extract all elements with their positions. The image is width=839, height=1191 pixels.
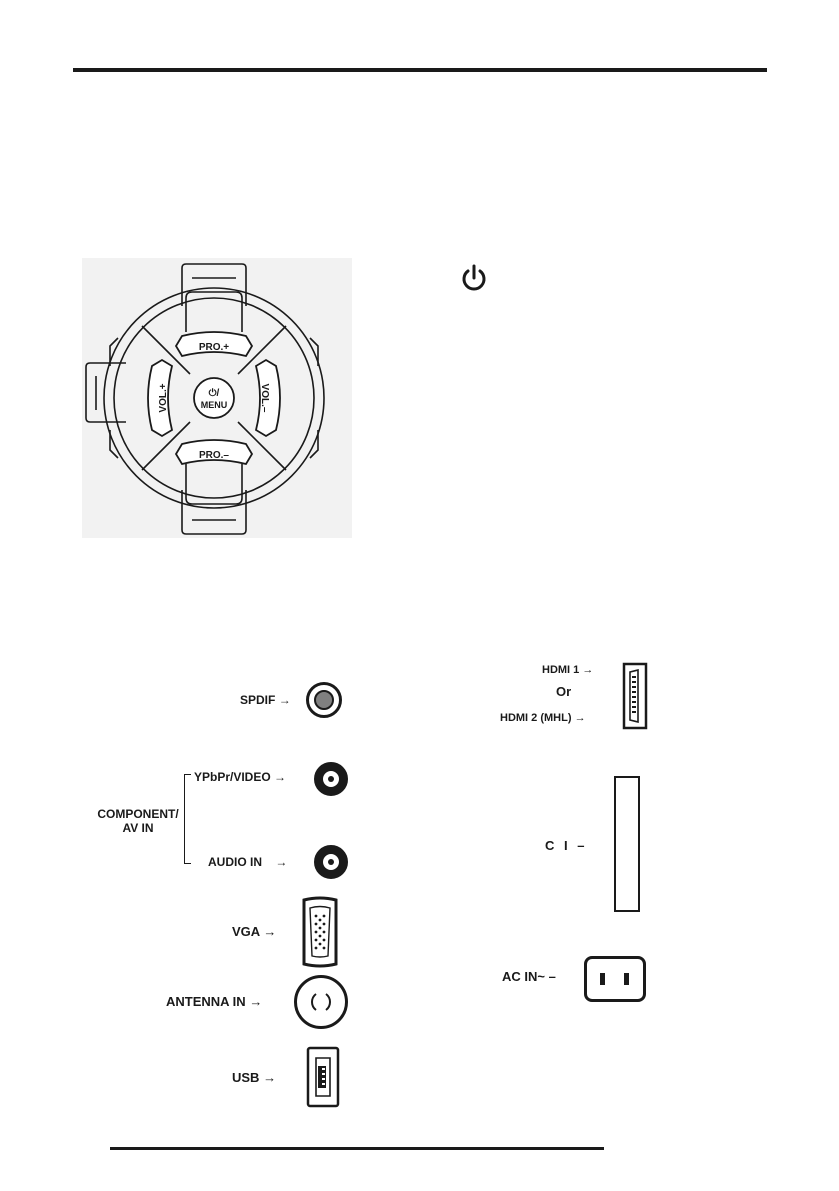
vga-label: VGA →: [232, 924, 277, 939]
center-menu-label: MENU: [200, 400, 228, 410]
pro-minus-label: PRO.–: [198, 450, 230, 461]
hdmi2-mhl-label: HDMI 2 (MHL) →: [500, 712, 586, 724]
or-label: Or: [556, 684, 572, 699]
usb-port: [306, 1046, 340, 1108]
ci-slot: [614, 776, 640, 912]
center-power-glyph: ⏻/: [208, 388, 220, 399]
joystick-control-illustration: [82, 258, 352, 538]
ypbpr-video-jack: [314, 762, 348, 796]
antenna-in-port: [294, 975, 348, 1029]
audio-in-jack: [314, 845, 348, 879]
ypbpr-video-label: YPbPr/VIDEO →: [194, 770, 287, 784]
hdmi-port: [620, 660, 650, 732]
vol-minus-label: VOL.–: [259, 383, 270, 413]
vol-plus-label: VOL.+: [158, 383, 169, 413]
usb-label: USB →: [232, 1070, 277, 1085]
hdmi1-label: HDMI 1 →: [542, 664, 594, 676]
bottom-rule: [110, 1147, 604, 1150]
audio-in-label: AUDIO IN →: [208, 855, 288, 869]
spdif-jack: [306, 682, 342, 718]
joystick-drawing: [82, 258, 352, 538]
ac-in-socket: [584, 956, 646, 1002]
ci-label: C I –: [545, 838, 588, 853]
component-bracket: [184, 774, 191, 864]
ac-in-label: AC IN~ –: [502, 969, 556, 984]
pro-plus-label: PRO.+: [198, 342, 230, 353]
vga-port: [298, 896, 342, 968]
antenna-in-label: ANTENNA IN →: [166, 994, 263, 1009]
top-rule: [73, 68, 767, 72]
component-av-label: COMPONENT/ AV IN: [97, 807, 179, 835]
power-icon: [458, 262, 490, 294]
spdif-label: SPDIF →: [240, 693, 291, 707]
